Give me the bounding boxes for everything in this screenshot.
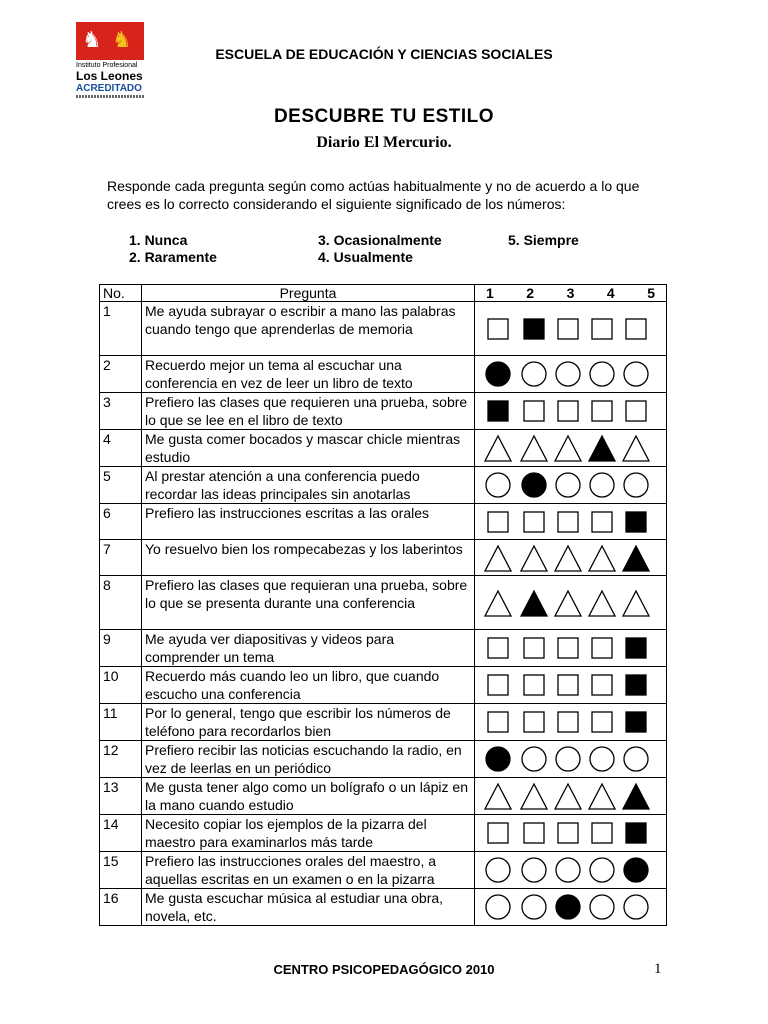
- answer-shapes: [478, 588, 670, 618]
- circle-option-3[interactable]: [556, 858, 580, 882]
- table-row: [100, 889, 667, 926]
- instructions: Responde cada pregunta según como actúas habitualmente y no de acuerdo a lo que crees es lo correcto considerando el siguiente significado de los números:: [107, 178, 640, 212]
- square-option-5-selected[interactable]: [626, 512, 646, 532]
- scale-number: 4: [606, 285, 615, 301]
- square-option-4[interactable]: [592, 319, 612, 339]
- row-number: 11: [100, 704, 142, 741]
- answer-shapes: [478, 707, 670, 737]
- row-question: Me gusta escuchar música al estudiar una obra, novela, etc.: [142, 889, 475, 926]
- circle-option-5-selected[interactable]: [624, 858, 648, 882]
- answer-shapes: [478, 633, 670, 663]
- logo-line3: ACREDITADO: [76, 83, 142, 94]
- questionnaire-table: [99, 284, 667, 926]
- table-row: [100, 815, 667, 852]
- square-option-4[interactable]: [592, 712, 612, 732]
- logo-line2: Los Leones: [76, 69, 143, 83]
- circle-option-4[interactable]: [590, 895, 614, 919]
- answer-shapes: [478, 314, 670, 344]
- row-answers: [475, 815, 667, 852]
- row-question: Me ayuda ver diapositivas y videos para comprender un tema: [142, 630, 475, 667]
- answer-shapes: [478, 670, 670, 700]
- table-row: [100, 630, 667, 667]
- square-option-2-selected[interactable]: [524, 319, 544, 339]
- row-question: Prefiero las clases que requieran una prueba, sobre lo que se presenta durante una conferencia: [142, 576, 475, 630]
- square-option-5[interactable]: [626, 401, 646, 421]
- triangle-option-3[interactable]: [555, 436, 581, 461]
- row-number: 6: [100, 504, 142, 540]
- lion-icon: ♞: [112, 27, 132, 52]
- triangle-option-5-selected[interactable]: [623, 784, 649, 809]
- triangle-option-4-selected[interactable]: [589, 436, 615, 461]
- circle-option-3[interactable]: [556, 747, 580, 771]
- triangle-option-2-selected[interactable]: [521, 591, 547, 616]
- page-number: 1: [654, 961, 662, 977]
- row-number: 14: [100, 815, 142, 852]
- square-option-5-selected[interactable]: [626, 823, 646, 843]
- triangle-option-4[interactable]: [589, 546, 615, 571]
- row-answers: [475, 704, 667, 741]
- row-number: 7: [100, 540, 142, 576]
- circle-option-4[interactable]: [590, 362, 614, 386]
- answer-shapes: [478, 818, 670, 848]
- triangle-option-1[interactable]: [485, 546, 511, 571]
- triangle-option-1[interactable]: [485, 591, 511, 616]
- row-answers: [475, 467, 667, 504]
- lion-icon: ♞: [82, 27, 102, 52]
- row-number: 10: [100, 667, 142, 704]
- circle-option-2[interactable]: [522, 747, 546, 771]
- header-question: Pregunta: [142, 285, 475, 302]
- scale-item: 2. Raramente: [129, 249, 217, 265]
- circle-option-5[interactable]: [624, 473, 648, 497]
- triangle-option-1[interactable]: [485, 784, 511, 809]
- row-question: Recuerdo mejor un tema al escuchar una conferencia en vez de leer un libro de texto: [142, 356, 475, 393]
- square-option-5-selected[interactable]: [626, 638, 646, 658]
- square-option-5-selected[interactable]: [626, 675, 646, 695]
- table-row: [100, 667, 667, 704]
- row-answers: [475, 667, 667, 704]
- table-header-row: [100, 285, 667, 302]
- square-option-1[interactable]: [488, 823, 508, 843]
- square-option-1[interactable]: [488, 319, 508, 339]
- row-answers: [475, 741, 667, 778]
- table-row: [100, 704, 667, 741]
- square-option-4[interactable]: [592, 638, 612, 658]
- square-option-1[interactable]: [488, 712, 508, 732]
- circle-option-1-selected[interactable]: [486, 362, 510, 386]
- header-no: No.: [100, 285, 142, 302]
- row-question: Prefiero las instrucciones orales del maestro, a aquellas escritas en un examen o en la pizarra: [142, 852, 475, 889]
- logo-line1: Instituto Profesional: [76, 62, 138, 69]
- table-row: [100, 540, 667, 576]
- table-row: [100, 467, 667, 504]
- square-option-3[interactable]: [558, 638, 578, 658]
- square-option-3[interactable]: [558, 675, 578, 695]
- row-question: Recuerdo más cuando leo un libro, que cuando escucho una conferencia: [142, 667, 475, 704]
- circle-option-1[interactable]: [486, 473, 510, 497]
- row-number: 13: [100, 778, 142, 815]
- scale-item: 1. Nunca: [129, 232, 188, 248]
- answer-shapes: [478, 507, 670, 537]
- scale-item: 5. Siempre: [508, 232, 579, 248]
- square-option-4[interactable]: [592, 675, 612, 695]
- circle-option-1[interactable]: [486, 895, 510, 919]
- scale-number: 1: [486, 285, 494, 301]
- circle-option-3-selected[interactable]: [556, 895, 580, 919]
- circle-option-4[interactable]: [590, 473, 614, 497]
- square-option-2[interactable]: [524, 401, 544, 421]
- square-option-1[interactable]: [488, 675, 508, 695]
- answer-shapes: [478, 892, 670, 922]
- row-question: Prefiero recibir las noticias escuchando la radio, en vez de leerlas en un periódico: [142, 741, 475, 778]
- square-option-2[interactable]: [524, 675, 544, 695]
- answer-shapes: [478, 744, 670, 774]
- answer-shapes: [478, 433, 670, 463]
- circle-option-2-selected[interactable]: [522, 473, 546, 497]
- row-number: 9: [100, 630, 142, 667]
- circle-option-5[interactable]: [624, 895, 648, 919]
- row-answers: [475, 540, 667, 576]
- answer-shapes: [478, 781, 670, 811]
- school-name: ESCUELA DE EDUCACIÓN Y CIENCIAS SOCIALES: [215, 46, 553, 62]
- answer-shapes: [478, 470, 670, 500]
- table-row: [100, 504, 667, 540]
- row-question: Necesito copiar los ejemplos de la pizarra del maestro para examinarlos más tarde: [142, 815, 475, 852]
- row-answers: [475, 393, 667, 430]
- square-option-5-selected[interactable]: [626, 712, 646, 732]
- table-row: [100, 778, 667, 815]
- circle-option-1[interactable]: [486, 858, 510, 882]
- square-option-4[interactable]: [592, 401, 612, 421]
- answer-shapes: [478, 855, 670, 885]
- answer-shapes: [478, 396, 670, 426]
- row-answers: [475, 630, 667, 667]
- square-option-2[interactable]: [524, 823, 544, 843]
- row-answers: [475, 889, 667, 926]
- table-row: [100, 852, 667, 889]
- triangle-option-3[interactable]: [555, 591, 581, 616]
- answer-shapes: [478, 543, 670, 573]
- circle-option-4[interactable]: [590, 858, 614, 882]
- row-answers: [475, 430, 667, 467]
- scale-number: 3: [566, 285, 575, 301]
- row-question: Me gusta tener algo como un bolígrafo o un lápiz en la mano cuando estudio: [142, 778, 475, 815]
- square-option-3[interactable]: [558, 319, 578, 339]
- scale-item: 4. Usualmente: [318, 249, 413, 265]
- row-question: Yo resuelvo bien los rompecabezas y los laberintos: [142, 540, 475, 576]
- header-scale: [475, 285, 667, 302]
- square-option-1-selected[interactable]: [488, 401, 508, 421]
- table-row: [100, 393, 667, 430]
- scale-item: 3. Ocasionalmente: [318, 232, 442, 248]
- row-answers: [475, 302, 667, 356]
- circle-option-2[interactable]: [522, 858, 546, 882]
- row-answers: [475, 576, 667, 630]
- row-answers: [475, 504, 667, 540]
- square-option-1[interactable]: [488, 512, 508, 532]
- circle-option-5[interactable]: [624, 362, 648, 386]
- triangle-option-2[interactable]: [521, 546, 547, 571]
- row-question: Me gusta comer bocados y mascar chicle mientras estudio: [142, 430, 475, 467]
- table-row: [100, 576, 667, 630]
- square-option-2[interactable]: [524, 638, 544, 658]
- row-question: Prefiero las instrucciones escritas a las orales: [142, 504, 475, 540]
- row-answers: [475, 356, 667, 393]
- page-subtitle: Diario El Mercurio.: [316, 134, 452, 151]
- circle-option-1-selected[interactable]: [486, 747, 510, 771]
- triangle-option-4[interactable]: [589, 591, 615, 616]
- row-answers: [475, 852, 667, 889]
- square-option-3[interactable]: [558, 512, 578, 532]
- logo-fine-print: [76, 95, 144, 98]
- row-question: Me ayuda subrayar o escribir a mano las palabras cuando tengo que aprenderlas de memoria: [142, 302, 475, 356]
- row-number: 12: [100, 741, 142, 778]
- page-title: DESCUBRE TU ESTILO: [273, 106, 495, 127]
- square-option-1[interactable]: [488, 638, 508, 658]
- square-option-2[interactable]: [524, 712, 544, 732]
- row-number: 2: [100, 356, 142, 393]
- table-row: [100, 302, 667, 356]
- row-question: Al prestar atención a una conferencia puedo recordar las ideas principales sin anotarlas: [142, 467, 475, 504]
- answer-shapes: [478, 359, 670, 389]
- triangle-option-2[interactable]: [521, 784, 547, 809]
- circle-option-2[interactable]: [522, 362, 546, 386]
- footer-center: CENTRO PSICOPEDAGÓGICO 2010: [273, 962, 495, 977]
- circle-option-3[interactable]: [556, 473, 580, 497]
- square-option-4[interactable]: [592, 823, 612, 843]
- row-number: 5: [100, 467, 142, 504]
- triangle-option-5-selected[interactable]: [623, 546, 649, 571]
- table-row: [100, 430, 667, 467]
- triangle-option-5[interactable]: [623, 436, 649, 461]
- square-option-3[interactable]: [558, 712, 578, 732]
- circle-option-2[interactable]: [522, 895, 546, 919]
- triangle-option-3[interactable]: [555, 546, 581, 571]
- square-option-3[interactable]: [558, 823, 578, 843]
- triangle-option-3[interactable]: [555, 784, 581, 809]
- row-question: Prefiero las clases que requieren una prueba, sobre lo que se lee en el libro de texto: [142, 393, 475, 430]
- scale-number: 2: [526, 285, 535, 301]
- row-number: 1: [100, 302, 142, 356]
- square-option-3[interactable]: [558, 401, 578, 421]
- table-row: [100, 356, 667, 393]
- circle-option-3[interactable]: [556, 362, 580, 386]
- triangle-option-4[interactable]: [589, 784, 615, 809]
- row-number: 8: [100, 576, 142, 630]
- triangle-option-1[interactable]: [485, 436, 511, 461]
- square-option-5[interactable]: [626, 319, 646, 339]
- row-number: 3: [100, 393, 142, 430]
- square-option-4[interactable]: [592, 512, 612, 532]
- row-number: 4: [100, 430, 142, 467]
- table-row: [100, 741, 667, 778]
- row-number: 16: [100, 889, 142, 926]
- row-answers: [475, 778, 667, 815]
- circle-option-4[interactable]: [590, 747, 614, 771]
- scale-number: 5: [647, 285, 655, 301]
- row-question: Por lo general, tengo que escribir los números de teléfono para recordarlos bien: [142, 704, 475, 741]
- triangle-option-2[interactable]: [521, 436, 547, 461]
- row-number: 15: [100, 852, 142, 889]
- circle-option-5[interactable]: [624, 747, 648, 771]
- square-option-2[interactable]: [524, 512, 544, 532]
- triangle-option-5[interactable]: [623, 591, 649, 616]
